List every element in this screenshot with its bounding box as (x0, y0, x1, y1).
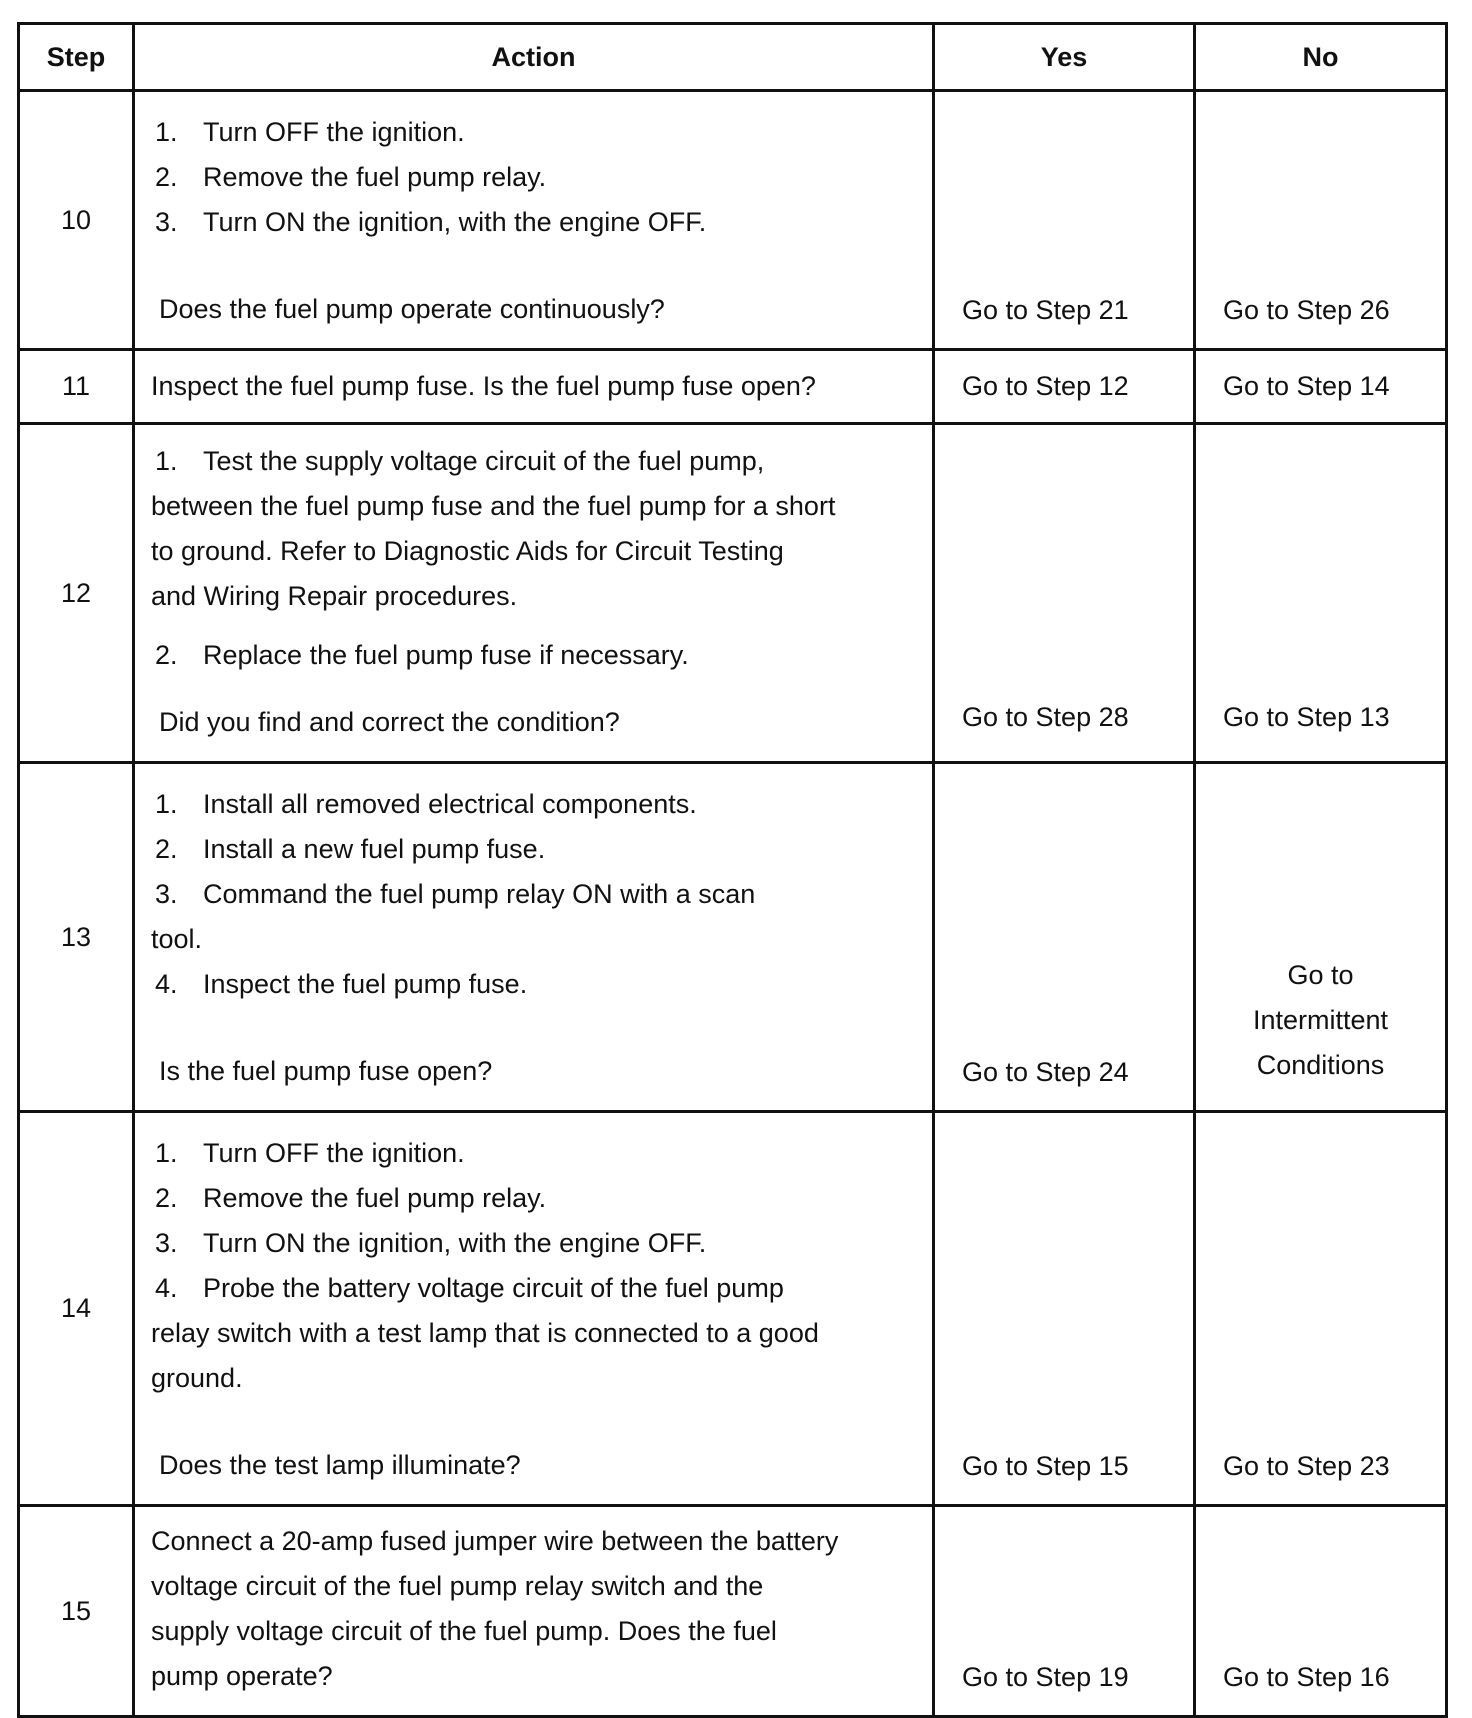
table-row (19, 424, 1447, 763)
diagnostic-table (17, 22, 1448, 1718)
action-text-line: pump operate? (151, 1661, 333, 1691)
action-cell (134, 424, 934, 763)
step-number: 11 (19, 350, 134, 424)
action-item-continuation: and Wiring Repair procedures. (151, 581, 518, 611)
action-item: 3. Command the fuel pump relay ON with a scan (155, 879, 756, 909)
action-cell (134, 1506, 934, 1717)
action-text-line: Connect a 20-amp fused jumper wire between the battery (151, 1526, 839, 1556)
table-row (19, 763, 1447, 1112)
action-item: 2. Replace the fuel pump fuse if necessary. (155, 640, 689, 670)
diagnostic-table-wrapper (17, 22, 1445, 1718)
yes-outcome: Go to Step 28 (934, 424, 1195, 763)
action-question: Does the fuel pump operate continuously? (159, 294, 665, 324)
action-item-continuation: to ground. Refer to Diagnostic Aids for Circuit Testing (151, 536, 784, 566)
action-item: 1. Turn OFF the ignition. (155, 1138, 465, 1168)
table-header-row (19, 24, 1447, 91)
no-outcome-line: Go to (1287, 960, 1354, 990)
action-item-continuation: relay switch with a test lamp that is connected to a good (151, 1318, 819, 1348)
action-item: 4. Inspect the fuel pump fuse. (155, 969, 528, 999)
action-item: 2. Remove the fuel pump relay. (155, 162, 547, 192)
header-step: Step (19, 24, 134, 91)
table-row (19, 1112, 1447, 1506)
no-outcome: Go to Step 16 (1195, 1506, 1447, 1717)
table-row (19, 91, 1447, 350)
yes-outcome: Go to Step 19 (934, 1506, 1195, 1717)
action-item-continuation: tool. (151, 924, 203, 954)
action-text-line: voltage circuit of the fuel pump relay switch and the (151, 1571, 764, 1601)
table-row (19, 1506, 1447, 1717)
no-outcome (1195, 763, 1447, 1112)
yes-outcome: Go to Step 15 (934, 1112, 1195, 1506)
no-outcome-line: Conditions (1256, 1050, 1385, 1080)
action-text-line: supply voltage circuit of the fuel pump. Does the fuel (151, 1616, 777, 1646)
header-yes: Yes (934, 24, 1195, 91)
action-item: 1. Turn OFF the ignition. (155, 117, 465, 147)
action-item: 1. Test the supply voltage circuit of the fuel pump, (155, 446, 765, 476)
action-cell (134, 763, 934, 1112)
no-outcome: Go to Step 13 (1195, 424, 1447, 763)
action-item: 3. Turn ON the ignition, with the engine OFF. (155, 1228, 707, 1258)
step-number: 15 (19, 1506, 134, 1717)
action-question: Is the fuel pump fuse open? (159, 1056, 493, 1086)
action-question: Did you find and correct the condition? (159, 707, 620, 737)
no-outcome-line: Intermittent (1252, 1005, 1389, 1035)
action-question: Does the test lamp illuminate? (159, 1450, 521, 1480)
action-item-continuation: ground. (151, 1363, 243, 1393)
yes-outcome: Go to Step 12 (934, 350, 1195, 424)
action-text: Inspect the fuel pump fuse. Is the fuel pump fuse open? (151, 371, 816, 401)
step-number: 12 (19, 424, 134, 763)
no-outcome: Go to Step 14 (1195, 350, 1447, 424)
yes-outcome: Go to Step 24 (934, 763, 1195, 1112)
table-row (19, 350, 1447, 424)
action-item: 2. Remove the fuel pump relay. (155, 1183, 547, 1213)
yes-outcome: Go to Step 21 (934, 91, 1195, 350)
action-item-continuation: between the fuel pump fuse and the fuel pump for a short (151, 491, 836, 521)
action-item: 3. Turn ON the ignition, with the engine OFF. (155, 207, 707, 237)
action-cell (134, 1112, 934, 1506)
action-item: 1. Install all removed electrical components. (155, 789, 697, 819)
header-no: No (1195, 24, 1447, 91)
step-number: 10 (19, 91, 134, 350)
action-cell (134, 350, 934, 424)
step-number: 14 (19, 1112, 134, 1506)
action-item: 2. Install a new fuel pump fuse. (155, 834, 546, 864)
no-outcome: Go to Step 26 (1195, 91, 1447, 350)
step-number: 13 (19, 763, 134, 1112)
header-action: Action (134, 24, 934, 91)
no-outcome: Go to Step 23 (1195, 1112, 1447, 1506)
action-item: 4. Probe the battery voltage circuit of the fuel pump (155, 1273, 784, 1303)
action-cell (134, 91, 934, 350)
